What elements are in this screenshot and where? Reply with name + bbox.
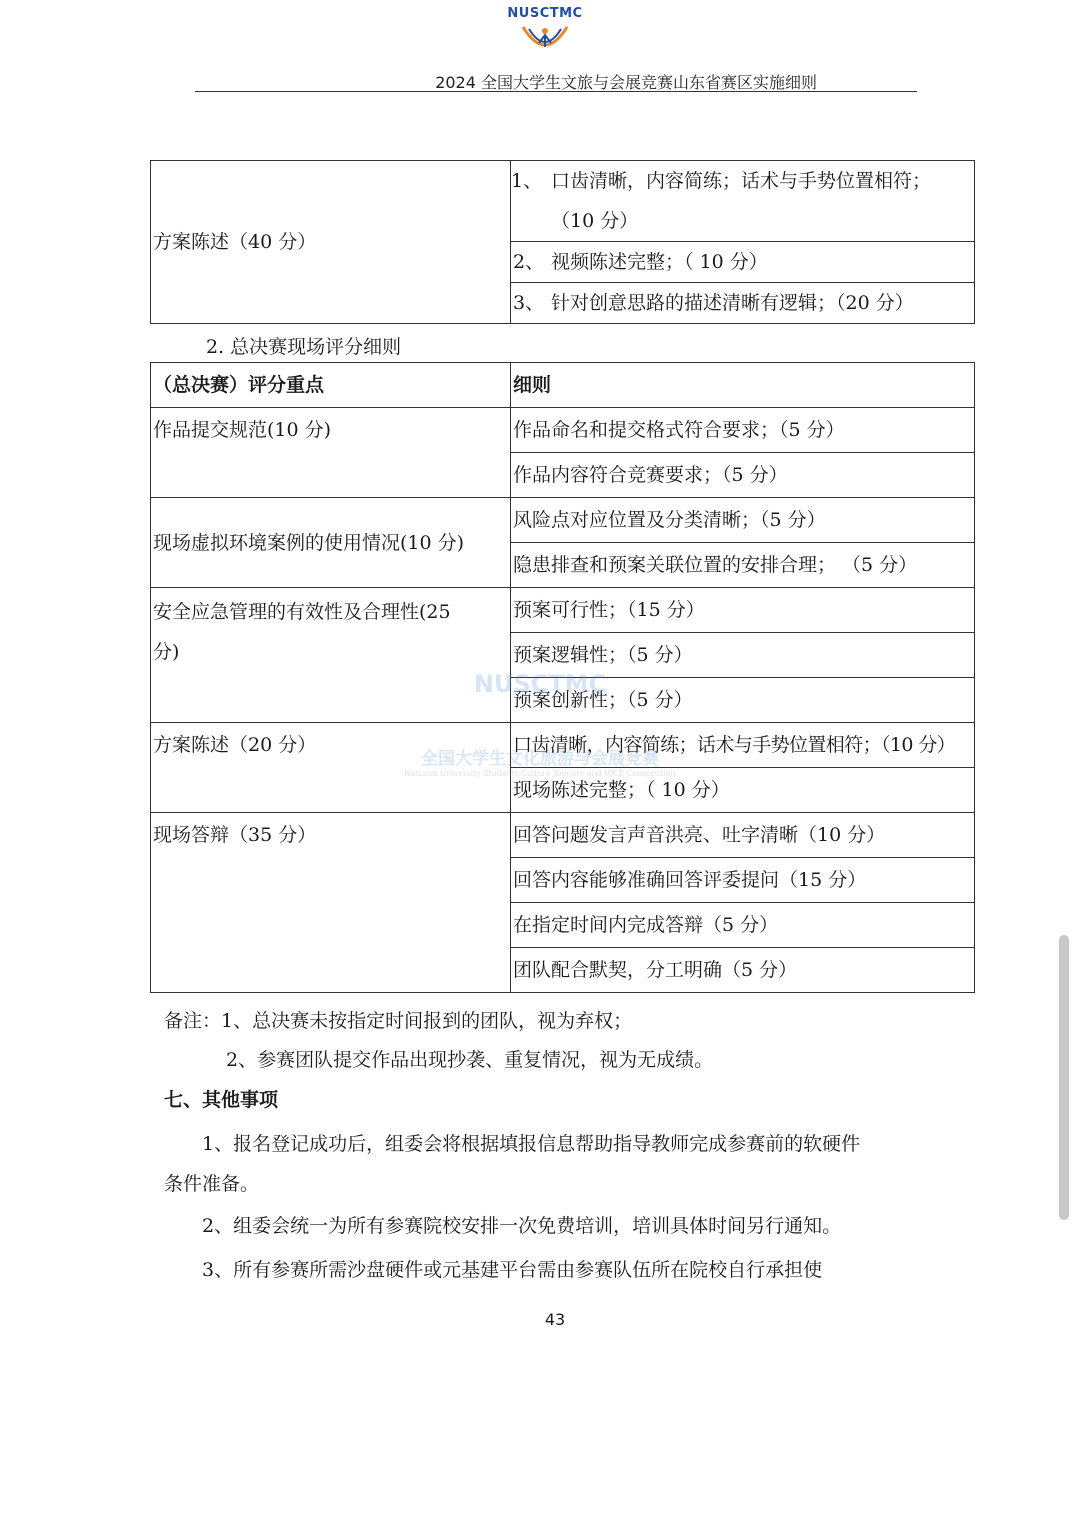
page-number: 43 (544, 1310, 566, 1329)
rule-cell: 3、 针对创意思路的描述清晰有逻辑；（20 分） (511, 283, 975, 324)
watermark-en-text: National University Students Culture Tourism and MICE Competition (404, 769, 676, 778)
watermark-cn-text: 全国大学生文化旅游与会展竞赛 (421, 749, 659, 769)
rule-cell: 隐患排查和预案关联位置的安排合理； （5 分） (511, 543, 975, 588)
paragraph: 1、报名登记成功后，组委会将根据填报信息帮助指导教师完成参赛前的软硬件 (202, 1133, 861, 1155)
note-line: 2、参赛团队提交作品出现抄袭、重复情况，视为无成绩。 (226, 1049, 714, 1071)
rule-cell: 风险点对应位置及分类清晰；（5 分） (511, 498, 975, 543)
watermark-logo-text: NUSCTMC (473, 670, 607, 698)
competition-logo (500, 6, 590, 62)
table-header-rules: 细则 (511, 363, 975, 408)
section-heading: 七、其他事项 (164, 1089, 279, 1111)
criterion-label: 现场虚拟环境案例的使用情况(10 分) (151, 498, 511, 588)
presentation-scoring-table (150, 160, 975, 324)
final-scoring-table (150, 362, 975, 993)
rule-cell: 1、 口齿清晰，内容简练；话术与手势位置相符； （10 分） (511, 161, 975, 242)
criterion-label: 方案陈述（20 分） (151, 723, 511, 813)
rule-cell: 作品命名和提交格式符合要求；（5 分） (511, 408, 975, 453)
section-subtitle: 2. 总决赛现场评分细则 (206, 336, 402, 358)
rule-cell: 口齿清晰，内容简练；话术与手势位置相符；（10 分） (511, 723, 975, 768)
rule-cell: 预案逻辑性；（5 分） (511, 633, 975, 678)
criterion-label: 现场答辩（35 分） (151, 813, 511, 993)
rule-cell: 预案创新性；（5 分） (511, 678, 975, 723)
criterion-label: 安全应急管理的有效性及合理性(25 分) (151, 588, 511, 723)
logo-emblem-icon (515, 21, 575, 55)
rule-cell: 预案可行性；（15 分） (511, 588, 975, 633)
document-header-title: 2024 全国大学生文旅与会展竞赛山东省赛区实施细则 (435, 73, 817, 92)
paragraph: 2、组委会统一为所有参赛院校安排一次免费培训，培训具体时间另行通知。 (202, 1215, 842, 1237)
rule-cell: 回答内容能够准确回答评委提问（15 分） (511, 858, 975, 903)
vertical-scrollbar[interactable] (1059, 935, 1069, 1220)
rule-cell: 团队配合默契，分工明确（5 分） (511, 948, 975, 993)
paragraph: 3、所有参赛所需沙盘硬件或元基建平台需由参赛队伍所在院校自行承担使 (202, 1259, 823, 1281)
note-line: 备注：1、总决赛未按指定时间报到的团队，视为弃权； (164, 1010, 633, 1032)
rule-cell: 在指定时间内完成答辩（5 分） (511, 903, 975, 948)
table-header-criteria: （总决赛）评分重点 (151, 363, 511, 408)
header-divider (195, 91, 917, 92)
rule-cell: 2、 视频陈述完整；（ 10 分） (511, 242, 975, 283)
logo-text: NUSCTMC (507, 6, 583, 21)
criterion-label: 作品提交规范(10 分) (151, 408, 511, 498)
rule-cell: 现场陈述完整；（ 10 分） (511, 768, 975, 813)
paragraph: 条件准备。 (164, 1173, 260, 1195)
criterion-label: 方案陈述（40 分） (151, 161, 511, 324)
rule-cell: 作品内容符合竞赛要求；（5 分） (511, 453, 975, 498)
rule-cell: 回答问题发言声音洪亮、吐字清晰（10 分） (511, 813, 975, 858)
